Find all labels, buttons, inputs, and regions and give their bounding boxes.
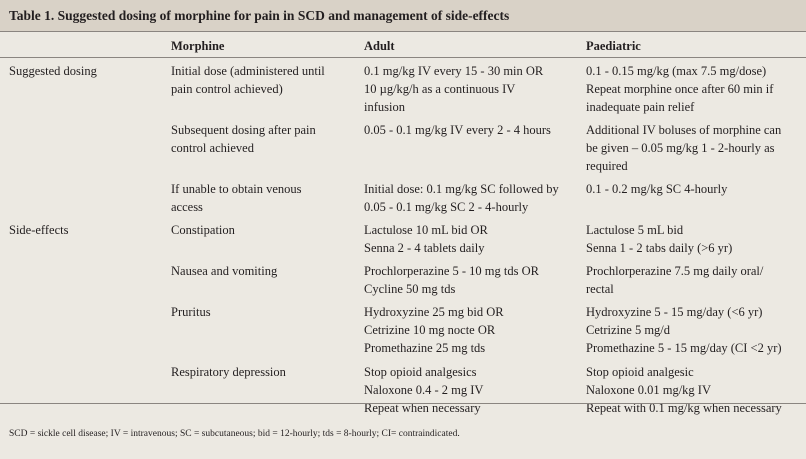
row-adult: 0.05 - 0.1 mg/kg IV every 2 - 4 hours [364,123,551,137]
table-header-row [0,31,806,58]
row-item: Respiratory depression [171,365,286,379]
row-paediatric: Lactulose 5 mL bid Senna 1 - 2 tabs daily (>6 yr) [586,223,733,255]
row-paediatric: Hydroxyzine 5 - 15 mg/day (<6 yr) Cetrizine 5 mg/d Promethazine 5 - 15 mg/day (CI <2 yr) [586,305,782,355]
row-item: If unable to obtain venous access [171,182,302,214]
header-adult: Adult [364,39,395,53]
row-item: Pruritus [171,305,211,319]
table-title: Table 1. Suggested dosing of morphine for pain in SCD and management of side-effects [0,0,806,31]
row-paediatric: Prochlorperazine 7.5 mg daily oral/ rectal [586,264,764,296]
row-category: Side-effects [9,223,69,237]
row-adult: Stop opioid analgesics Naloxone 0.4 - 2 mg IV Repeat when necessary [364,365,484,415]
row-paediatric: 0.1 - 0.15 mg/kg (max 7.5 mg/dose) Repeat morphine once after 60 min if inadequate pain relief [586,64,774,114]
table-footnote: SCD = sickle cell disease; IV = intravenous; SC = subcutaneous; bid = 12-hourly; tds = 8-hourly; CI= contraindicated. [0,403,806,459]
row-item: Initial dose (administered until pain control achieved) [171,64,325,96]
header-paediatric: Paediatric [586,39,641,53]
row-adult: Initial dose: 0.1 mg/kg SC followed by 0.05 - 0.1 mg/kg SC 2 - 4-hourly [364,182,559,214]
row-category: Suggested dosing [9,64,97,78]
row-adult: 0.1 mg/kg IV every 15 - 30 min OR 10 µg/kg/h as a continuous IV infusion [364,64,544,114]
row-item: Constipation [171,223,235,237]
header-morphine: Morphine [171,39,225,53]
row-item: Subsequent dosing after pain control achieved [171,123,316,155]
row-paediatric: Additional IV boluses of morphine can be given – 0.05 mg/kg 1 - 2-hourly as required [586,123,782,173]
row-paediatric: 0.1 - 0.2 mg/kg SC 4-hourly [586,182,728,196]
row-adult: Lactulose 10 mL bid OR Senna 2 - 4 tablets daily [364,223,488,255]
row-adult: Prochlorperazine 5 - 10 mg tds OR Cycline 50 mg tds [364,264,539,296]
row-adult: Hydroxyzine 25 mg bid OR Cetrizine 10 mg nocte OR Promethazine 25 mg tds [364,305,504,355]
row-item: Nausea and vomiting [171,264,278,278]
row-paediatric: Stop opioid analgesic Naloxone 0.01 mg/kg IV Repeat with 0.1 mg/kg when necessary [586,365,782,415]
